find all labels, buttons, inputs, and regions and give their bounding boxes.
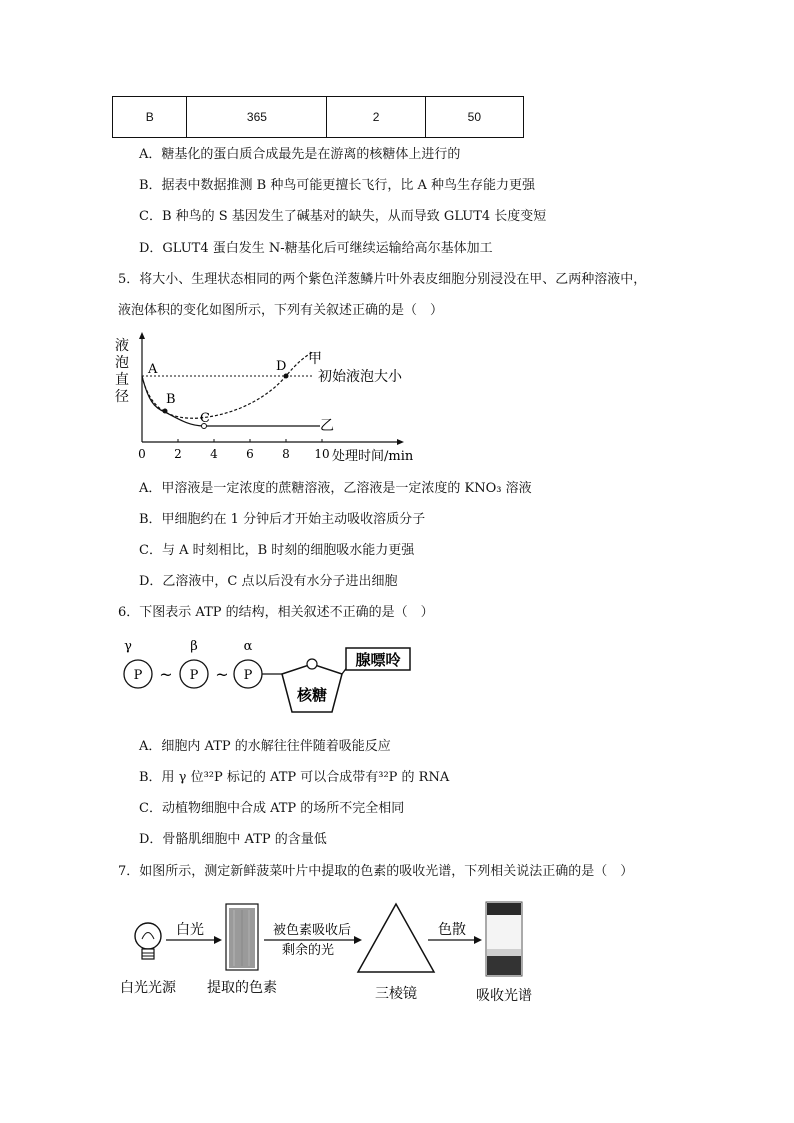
arrow-1-label: 白光 [176,922,204,938]
x-axis-label: 处理时间/min [332,449,414,464]
point-a-label: A [148,362,158,377]
atp-structure-figure [118,636,418,722]
curve-yi-label: 乙 [320,418,334,434]
point-c-label: C [200,411,210,426]
arrow-2-label-line1: 被色素吸收后 [272,923,352,938]
lightbulb-icon [135,923,161,949]
x-axis-arrow [397,439,404,445]
y-label-char: 泡 [115,355,129,371]
q4-option-d: D．GLUT4 蛋白发生 N-糖基化后可继续运输给高尔基体加工 [139,241,493,256]
spectrum-dark-band-top [487,903,521,915]
curve-jia [142,352,313,418]
y-label-char: 直 [115,372,129,388]
table-cell: 50 [425,97,523,138]
q5-option-a: A．甲溶液是一定浓度的蔗糖溶液，乙溶液是一定浓度的 KNO₃ 溶液 [139,481,532,496]
table-cell: 365 [187,97,327,138]
q6-option-d: D．骨骼肌细胞中 ATP 的含量低 [139,832,327,847]
alpha-label: α [243,639,253,654]
x-tick-label: 8 [282,447,290,461]
q6-option-b: B．用 γ 位³²P 标记的 ATP 可以合成带有³²P 的 RNA [139,770,450,785]
y-axis-arrow [139,332,145,339]
point-b [163,409,168,414]
phosphate-label: P [189,668,199,683]
ring-oxygen [307,659,317,669]
q5-option-b: B．甲细胞约在 1 分钟后才开始主动吸收溶质分子 [139,512,426,527]
q7-stem: 7．如图所示，测定新鲜菠菜叶片中提取的色素的吸收光谱，下列相关说法正确的是（ ） [118,864,634,879]
pigment-label: 提取的色素 [207,980,277,996]
vacuole-diameter-chart [110,330,450,470]
table-row [113,97,524,138]
spectrum-dark-band-bottom [487,956,521,975]
high-energy-bond: ~ [215,665,229,684]
phosphate-label: P [243,668,253,683]
q5-stem-line2: 液泡体积的变化如图所示，下列有关叙述正确的是（ ） [118,303,444,318]
source-label: 白光光源 [120,980,176,996]
gamma-label: γ [124,639,132,654]
adenine-label: 腺嘌呤 [355,651,401,669]
q4-option-b: B．据表中数据推测 B 种鸟可能更擅长飞行，比 A 种鸟生存能力更强 [139,178,536,193]
x-tick-label: 10 [314,447,330,461]
phosphate-label: P [133,668,143,683]
y-label-char: 液 [115,338,129,354]
prism [358,904,434,972]
absorption-spectrum-figure [118,896,548,1006]
beta-label: β [190,639,198,654]
point-b-label: B [166,392,176,407]
x-tick-label: 2 [174,447,182,461]
x-tick-label: 0 [138,447,146,461]
prism-label: 三棱镜 [375,986,417,1002]
point-d-label: D [276,359,287,374]
table-cell: B [113,97,187,138]
q6-stem: 6．下图表示 ATP 的结构，相关叙述不正确的是（ ） [118,605,434,620]
x-tick-label: 6 [246,447,254,461]
arrow-2-label-line2: 剩余的光 [281,943,335,958]
high-energy-bond: ~ [159,665,173,684]
baseline-label: 初始液泡大小 [318,369,402,385]
x-tick-label: 4 [210,447,218,461]
arrow-3-label: 色散 [438,922,466,938]
data-table [112,96,524,138]
curve-jia-label: 甲 [308,351,322,367]
table-cell: 2 [327,97,425,138]
q5-option-c: C．与 A 时刻相比，B 时刻的细胞吸水能力更强 [139,543,415,558]
q4-option-c: C．B 种鸟的 S 基因发生了碱基对的缺失，从而导致 GLUT4 长度变短 [139,209,547,224]
q5-option-d: D．乙溶液中，C 点以后没有水分子进出细胞 [139,574,398,589]
q6-option-a: A．细胞内 ATP 的水解往往伴随着吸能反应 [139,739,391,754]
spectrum-label: 吸收光谱 [476,988,532,1004]
ribose-label: 核糖 [296,686,328,704]
q4-option-a: A．糖基化的蛋白质合成最先是在游离的核糖体上进行的 [139,147,461,162]
y-label-char: 径 [115,389,129,405]
q5-stem-line1: 5．将大小、生理状态相同的两个紫色洋葱鳞片叶外表皮细胞分别浸没在甲、乙两种溶液中， [118,272,647,287]
point-d [284,374,289,379]
q6-option-c: C．动植物细胞中合成 ATP 的场所不完全相同 [139,801,405,816]
